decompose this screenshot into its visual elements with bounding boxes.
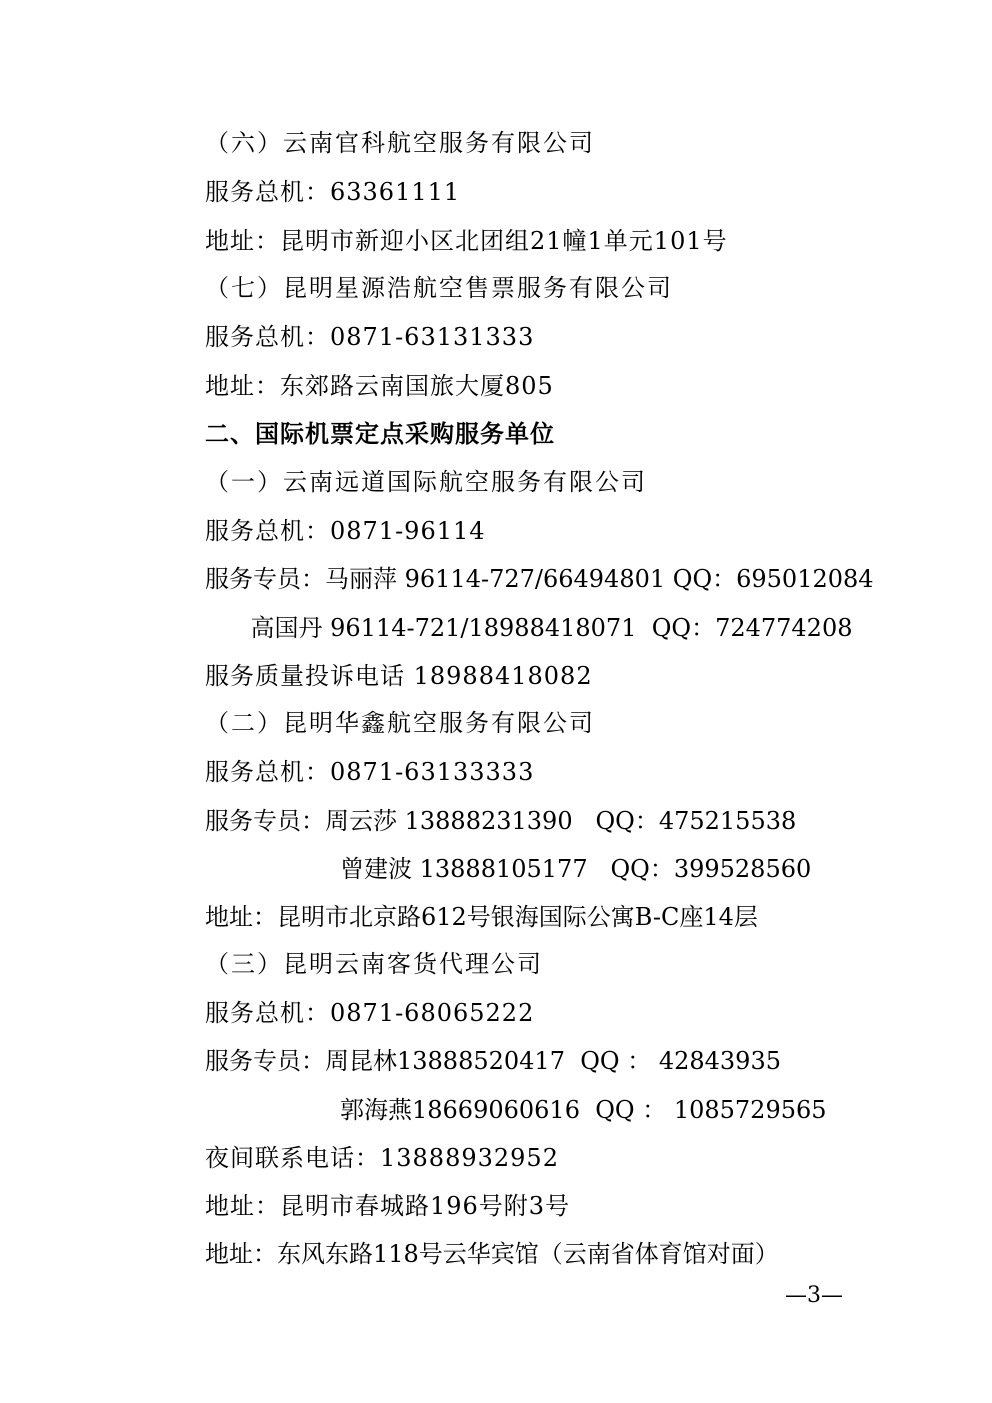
company-heading-6: （六）云南官科航空服务有限公司 xyxy=(205,129,595,157)
company-heading-7: （七）昆明星源浩航空售票服务有限公司 xyxy=(205,274,673,302)
intl-company-1-hotline: 服务总机：0871-96114 xyxy=(205,517,486,545)
page-number: —3— xyxy=(785,1283,843,1308)
intl-company-2-agent-2: 曾建波 13888105177 QQ：399528560 xyxy=(340,855,812,883)
intl-company-heading-3: （三）昆明云南客货代理公司 xyxy=(205,950,543,978)
company-7-hotline: 服务总机：0871-63131333 xyxy=(205,323,535,351)
company-7-address: 地址：东郊路云南国旅大厦805 xyxy=(205,372,554,400)
intl-company-1-agent-2: 高国丹 96114-721/18988418071 QQ：724774208 xyxy=(220,614,853,642)
intl-company-heading-2: （二）昆明华鑫航空服务有限公司 xyxy=(205,709,595,737)
intl-company-1-complaint: 服务质量投诉电话 18988418082 xyxy=(205,662,593,690)
company-6-hotline: 服务总机：63361111 xyxy=(205,178,461,206)
intl-company-3-address-2: 地址：东风东路118号云华宾馆（云南省体育馆对面） xyxy=(205,1240,779,1268)
intl-company-heading-1: （一）云南远道国际航空服务有限公司 xyxy=(205,468,647,496)
intl-company-2-agent-1: 服务专员：周云莎 13888231390 QQ：475215538 xyxy=(205,807,797,835)
intl-company-3-agent-2: 郭海燕18669060616 QQ ： 1085729565 xyxy=(340,1096,827,1124)
section-heading-international: 二、国际机票定点采购服务单位 xyxy=(205,420,555,448)
intl-company-3-agent-1: 服务专员：周昆林13888520417 QQ ： 42843935 xyxy=(205,1047,781,1075)
intl-company-3-night-phone: 夜间联系电话：13888932952 xyxy=(205,1144,559,1172)
intl-company-3-address-1: 地址：昆明市春城路196号附3号 xyxy=(205,1192,571,1220)
intl-company-3-hotline: 服务总机：0871-68065222 xyxy=(205,999,535,1027)
intl-company-2-address: 地址：昆明市北京路612号银海国际公寓B-C座14层 xyxy=(205,903,758,931)
intl-company-2-hotline: 服务总机：0871-63133333 xyxy=(205,758,535,786)
company-6-address: 地址：昆明市新迎小区北团组21幢1单元101号 xyxy=(205,227,728,255)
intl-company-1-agent-1: 服务专员：马丽萍 96114-727/66494801 QQ：695012084 xyxy=(205,565,874,593)
